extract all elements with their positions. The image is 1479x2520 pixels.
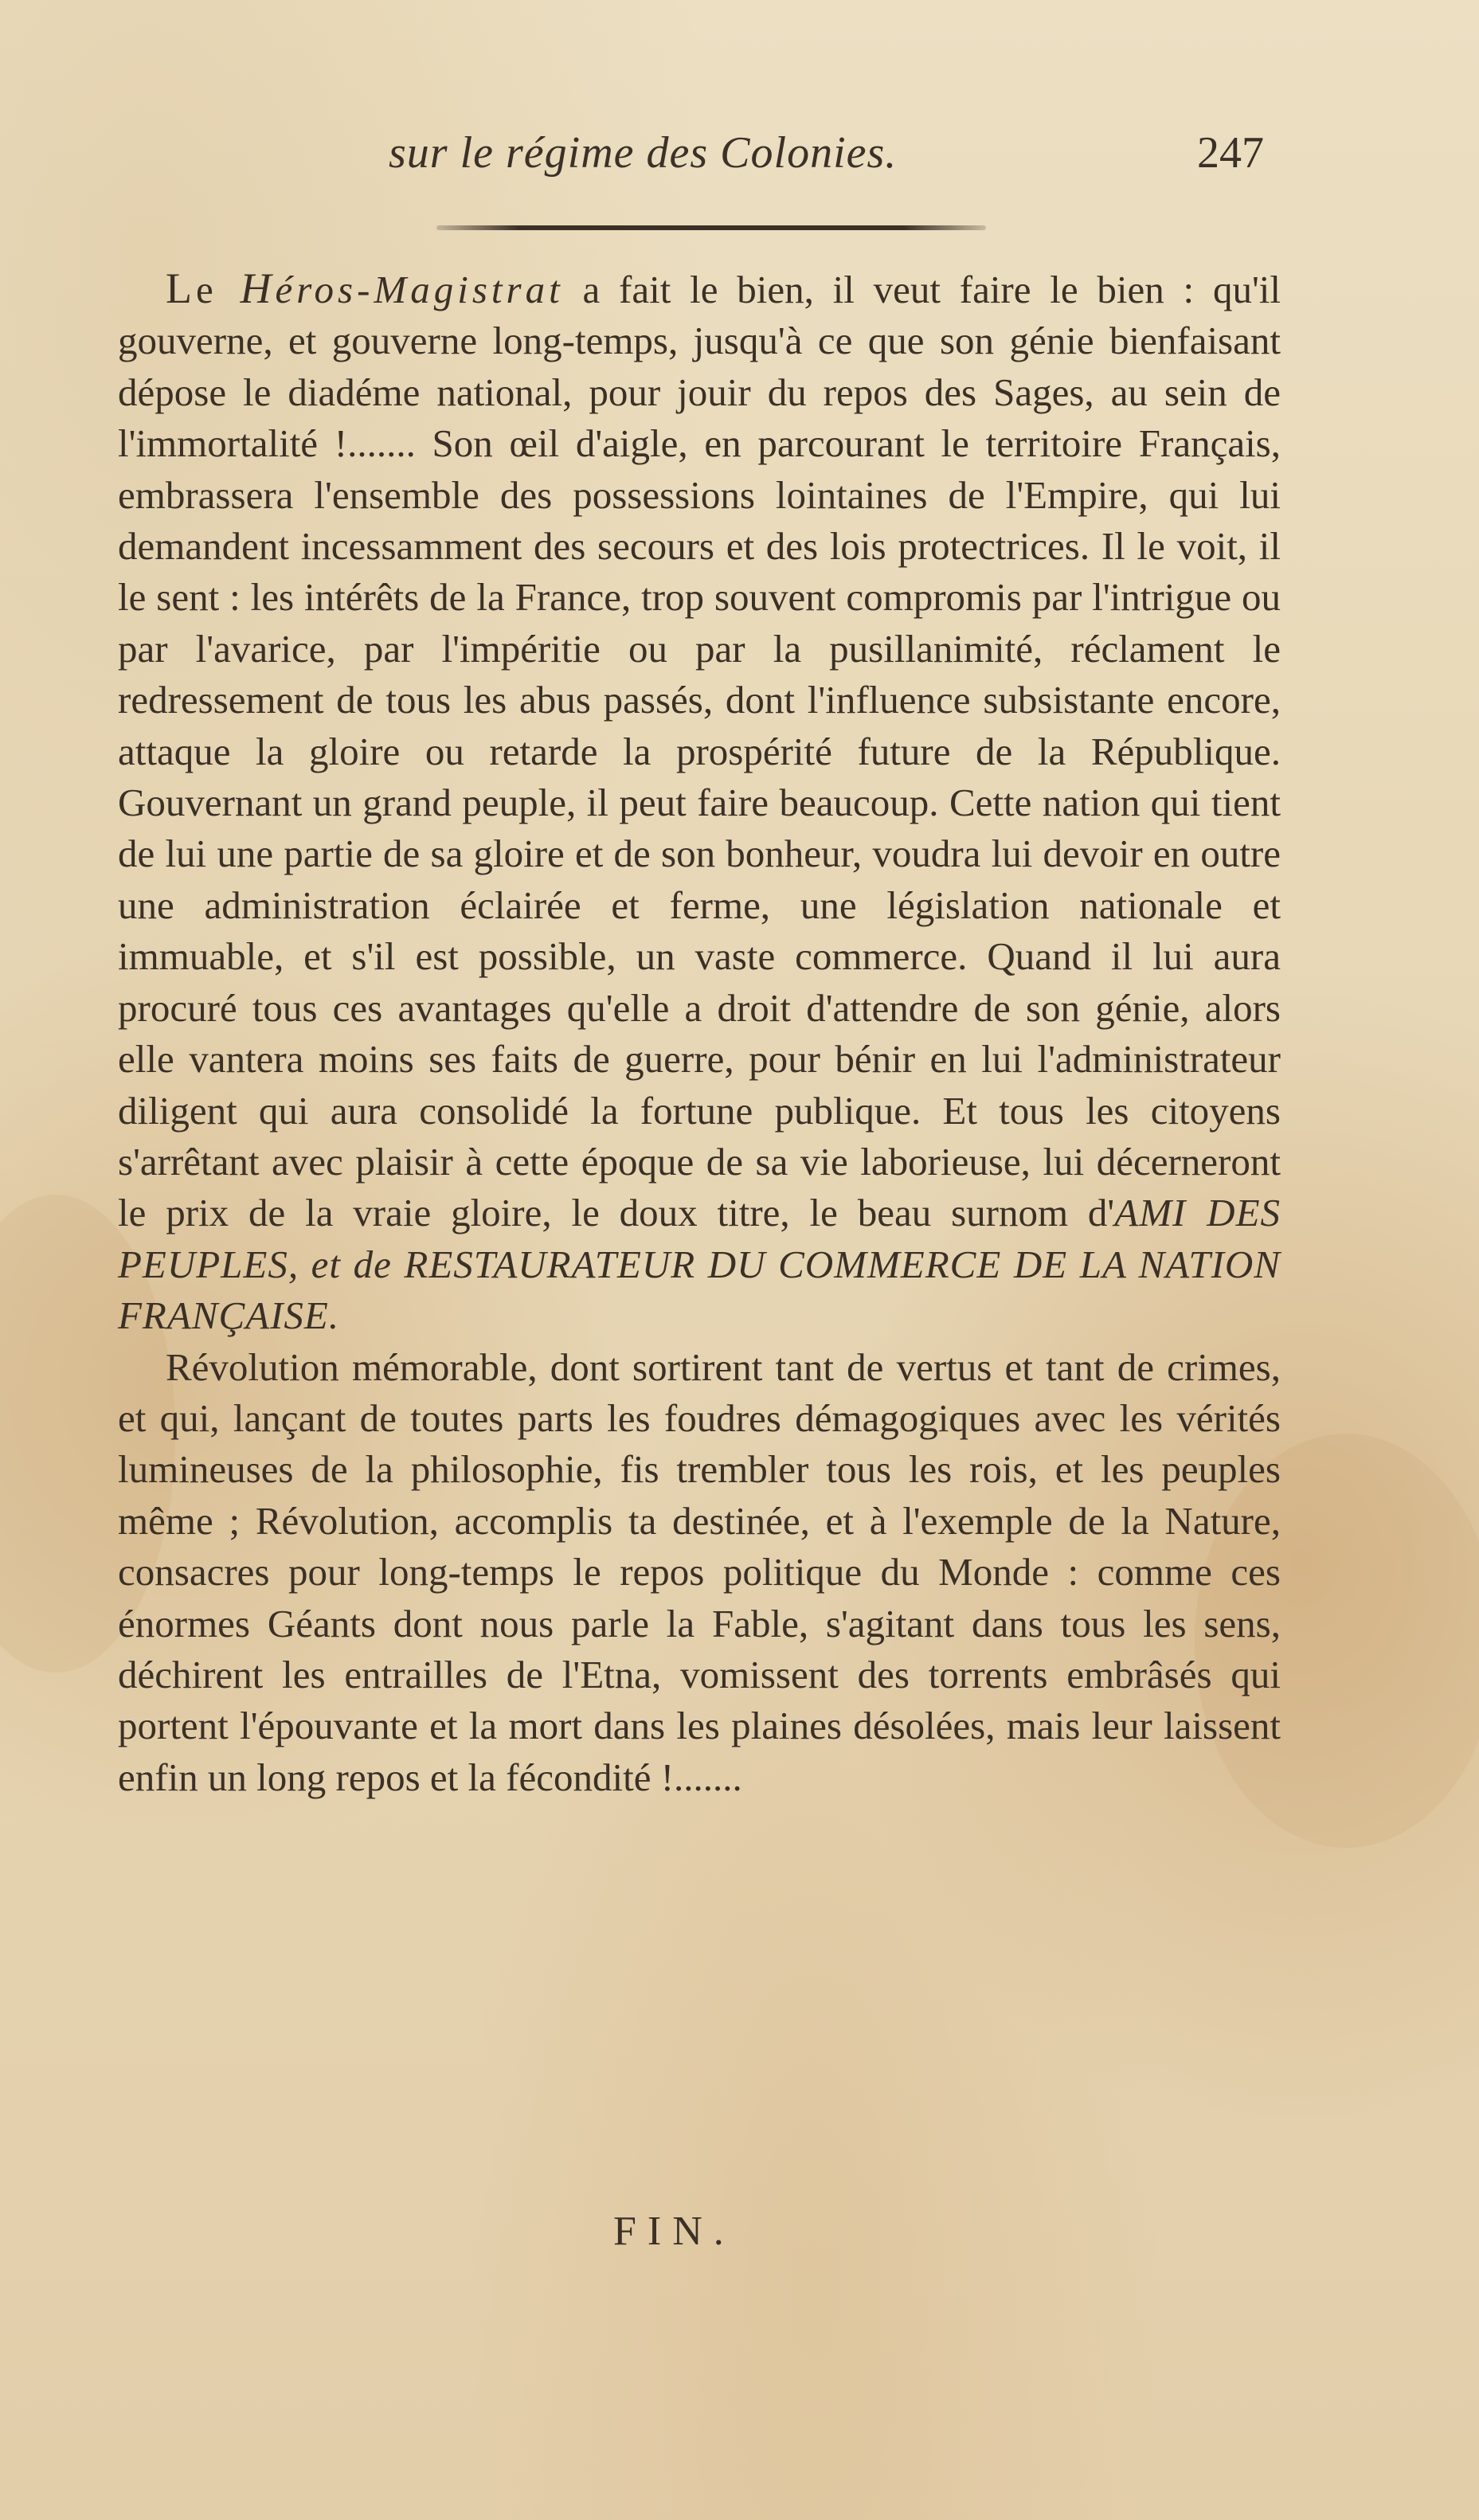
restaurateur-du-commerce: RESTAURATEUR DU COMMERCE DE LA NATION FRANÇAISE.: [118, 1242, 1281, 1338]
et-de: , et de: [288, 1242, 405, 1286]
fin-label: FIN.: [613, 2209, 735, 2254]
paragraph-1-text: a fait le bien, il veut faire le bien : qu'il gouverne, et gouverne long-temps, jusqu'à ce que son génie bienfaisant dépose le diadéme national, pour jouir du repos des Sages, au sein de l'immortalité !....... Son œil d'aigle, en parcourant le territoire Français, embrassera l'ensemble des possessions lointaines de l'Empire, qui lui demandent incessamment des secours et des lois protectrices. Il le voit, il le sent : les intérêts de la France, trop souvent compromis par l'intrigue ou par l'avarice, par l'impéritie ou par la pusillanimité, réclament le redressement de tous les abus passés, dont l'influence subsistante encore, attaque la gloire ou retarde la prospérité future de la République. Gouvernant un grand peuple, il peut faire beaucoup. Cette nation qui tient de lui une partie de sa gloire et de son bonheur, voudra lui devoir en outre une administration éclairée et ferme, une législation nationale et immuable, et s'il est possible, un vaste commerce. Quand il lui aura procuré tous ces avantages qu'elle a droit d'attendre de son génie, alors elle vantera moins ses faits de guerre, pour bénir en lui l'administrateur diligent qui aura consolidé la fortune publique. Et tous les citoyens s'arrêtant avec plaisir à cette époque de sa vie laborieuse, lui décerneront le prix de la vraie gloire, le doux titre, le beau surnom d': [118, 268, 1281, 1235]
page-header: [0, 127, 1479, 191]
body-text: [118, 263, 1281, 1803]
ami-des-peuples: AMI DES PEUPLES: [118, 1191, 1281, 1286]
paragraph-1: [118, 263, 1281, 1342]
lead-word: Le Héros-Magistrat: [166, 264, 564, 312]
page-number: 247: [1197, 128, 1264, 178]
paragraph-2: Révolution mémorable, dont sortirent tant de vertus et tant de crimes, et qui, lançant de toutes parts les foudres démagogiques avec les vérités lumineuses de la philosophie, fis trembler tous les rois, et les peuples même ; Révolution, accomplis ta destinée, et à l'exemple de la Nature, consacres pour long-temps le repos politique du Monde : comme ces énormes Géants dont nous parle la Fable, s'agitant dans tous les sens, déchirent les entrailles de l'Etna, vomissent des torrents embrâsés qui portent l'épouvante et la mort dans les plaines désolées, mais leur laissent enfin un long repos et la fécondité !.......: [118, 1344, 1281, 1799]
running-title: sur le régime des Colonies.: [389, 128, 898, 178]
header-rule: [436, 225, 986, 230]
